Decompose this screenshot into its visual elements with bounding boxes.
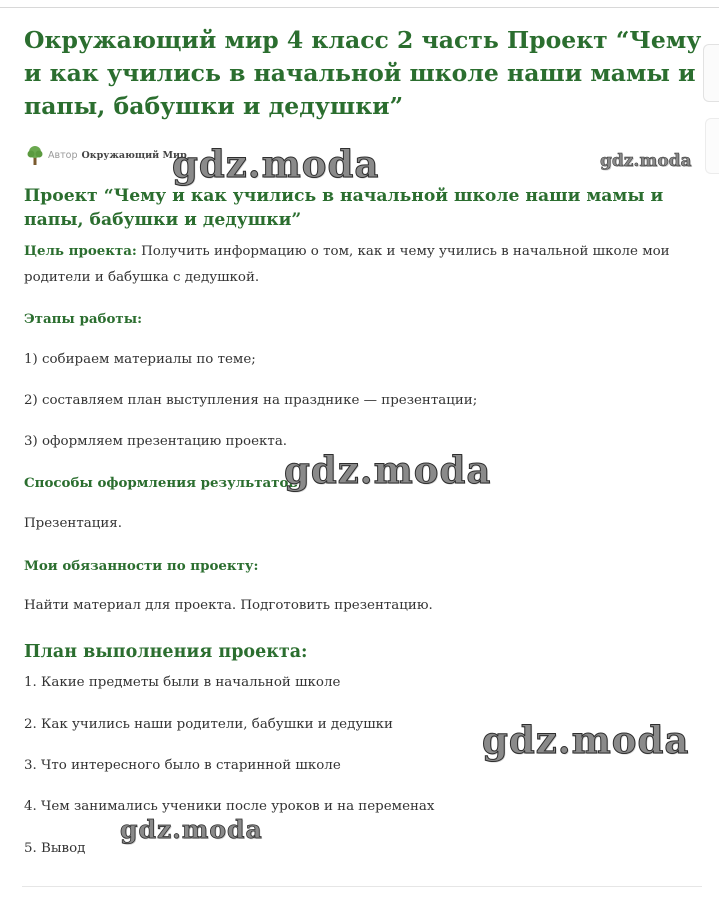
author-label: Автор — [48, 149, 78, 161]
watermark: gdz.moda — [284, 448, 492, 492]
tree-icon — [24, 144, 46, 166]
stage-item: 1) собираем материалы по теме; — [24, 352, 256, 367]
plan-item: 5. Вывод — [24, 841, 86, 856]
project-heading: Проект “Чему и как учились в начальной школе наши мамы и папы, бабушки и дедушки” — [24, 186, 664, 230]
bottom-divider — [22, 886, 702, 887]
watermark: gdz.moda — [172, 142, 380, 186]
plan-item: 1. Какие предметы были в начальной школе — [24, 675, 341, 690]
side-widget-tab-secondary[interactable] — [705, 118, 719, 174]
goal-paragraph — [24, 238, 704, 291]
duties-label: Мои обязанности по проекту: — [24, 558, 259, 574]
goal-label: Цель проекта: — [24, 243, 137, 259]
goal-text: Получить информацию о том, как и чему учились в начальной школе мои родители и бабушка с дедушкой. — [24, 244, 670, 285]
plan-item: 2. Как учились наши родители, бабушки и дедушки — [24, 717, 393, 732]
stage-item: 2) составляем план выступления на празднике — презентации; — [24, 393, 478, 408]
formats-label: Способы оформления результатов: — [24, 475, 303, 491]
watermark: gdz.moda — [120, 815, 263, 844]
stages-label: Этапы работы: — [24, 311, 143, 327]
watermark: gdz.moda — [600, 151, 692, 171]
formats-text: Презентация. — [24, 516, 122, 531]
author-meta — [24, 144, 187, 166]
page-title: Окружающий мир 4 класс 2 часть Проект “Чему и как учились в начальной школе наши мамы и папы, бабушки и дедушки” — [24, 26, 702, 120]
top-divider — [0, 7, 719, 8]
plan-heading: План выполнения проекта: — [24, 642, 308, 662]
stage-item: 3) оформляем презентацию проекта. — [24, 434, 288, 449]
duties-text: Найти материал для проекта. Подготовить презентацию. — [24, 598, 433, 613]
plan-item: 4. Чем занимались ученики после уроков и на переменах — [24, 799, 435, 814]
author-name[interactable]: Окружающий Мир — [81, 149, 187, 161]
plan-item: 3. Что интересного было в старинной школе — [24, 758, 341, 773]
side-widget-tab[interactable] — [703, 44, 719, 102]
watermark: gdz.moda — [482, 718, 690, 762]
